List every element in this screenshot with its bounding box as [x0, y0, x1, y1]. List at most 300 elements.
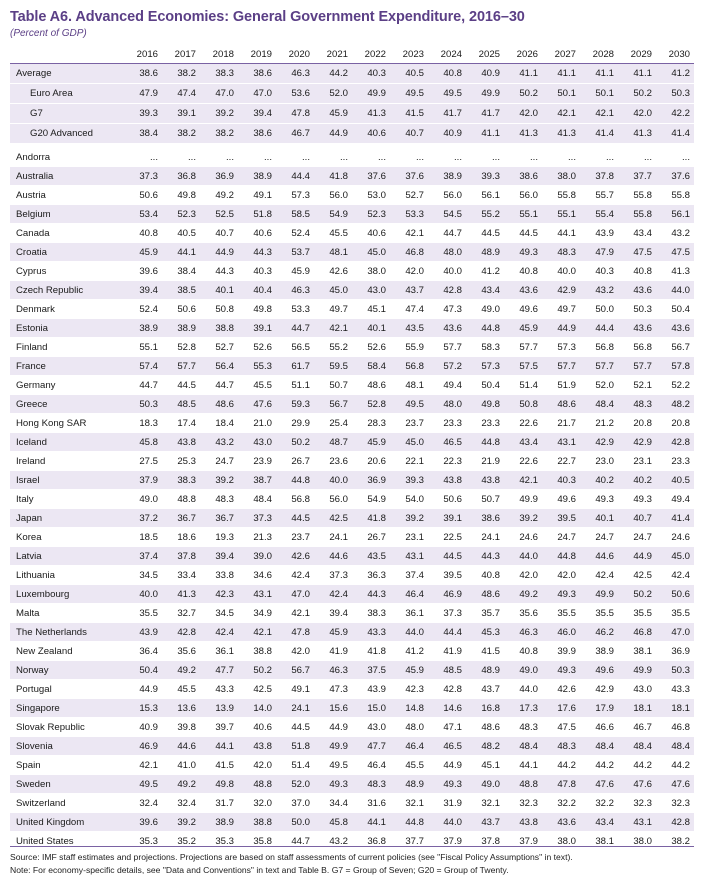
value-cell: 40.0: [428, 262, 466, 281]
value-cell: 48.4: [504, 737, 542, 756]
value-cell: 32.2: [542, 794, 580, 813]
value-cell: 38.2: [656, 832, 694, 851]
value-cell: 17.9: [580, 699, 618, 718]
value-cell: 40.8: [466, 566, 504, 585]
value-cell: 40.2: [618, 471, 656, 490]
row-label: Luxembourg: [10, 585, 124, 604]
value-cell: 46.7: [618, 718, 656, 737]
value-cell: 35.3: [200, 832, 238, 851]
value-cell: 36.1: [390, 604, 428, 623]
country-row: [10, 186, 694, 205]
value-cell: 53.3: [276, 300, 314, 319]
value-cell: 43.1: [238, 585, 276, 604]
value-cell: 42.1: [238, 623, 276, 642]
value-cell: 52.2: [656, 376, 694, 395]
value-cell: 42.3: [390, 680, 428, 699]
value-cell: 39.7: [200, 718, 238, 737]
value-cell: 40.7: [390, 124, 428, 144]
table-notes: [10, 851, 700, 877]
value-cell: 49.8: [238, 300, 276, 319]
value-cell: 49.6: [504, 300, 542, 319]
header-label-cell: [10, 46, 124, 64]
row-label: Spain: [10, 756, 124, 775]
value-cell: 38.9: [162, 319, 200, 338]
value-cell: 23.7: [390, 414, 428, 433]
value-cell: 37.7: [390, 832, 428, 851]
value-cell: 38.7: [238, 471, 276, 490]
value-cell: 50.7: [466, 490, 504, 509]
row-label: Canada: [10, 224, 124, 243]
value-cell: 35.6: [162, 642, 200, 661]
value-cell: 40.3: [580, 262, 618, 281]
value-cell: 37.0: [276, 794, 314, 813]
country-row: [10, 585, 694, 604]
row-label: Euro Area: [10, 84, 124, 104]
value-cell: 43.8: [504, 813, 542, 832]
country-row: [10, 794, 694, 813]
value-cell: 39.5: [542, 509, 580, 528]
value-cell: 38.9: [200, 813, 238, 832]
value-cell: 56.7: [314, 395, 352, 414]
row-label: Switzerland: [10, 794, 124, 813]
value-cell: 44.3: [466, 547, 504, 566]
value-cell: 52.8: [352, 395, 390, 414]
value-cell: 39.5: [428, 566, 466, 585]
value-cell: 47.3: [314, 680, 352, 699]
value-cell: 41.3: [352, 104, 390, 124]
value-cell: 50.3: [656, 661, 694, 680]
value-cell: 18.1: [656, 699, 694, 718]
value-cell: ...: [580, 148, 618, 167]
value-cell: 45.5: [162, 680, 200, 699]
value-cell: 17.4: [162, 414, 200, 433]
value-cell: 38.1: [580, 832, 618, 851]
value-cell: 43.1: [618, 813, 656, 832]
value-cell: 43.0: [352, 718, 390, 737]
value-cell: 45.0: [656, 547, 694, 566]
value-cell: 50.2: [504, 84, 542, 104]
value-cell: 41.8: [352, 642, 390, 661]
value-cell: 48.5: [428, 661, 466, 680]
row-label: Singapore: [10, 699, 124, 718]
value-cell: 32.3: [504, 794, 542, 813]
value-cell: 48.3: [200, 490, 238, 509]
value-cell: 53.7: [276, 243, 314, 262]
value-cell: 57.3: [276, 186, 314, 205]
row-label: G20 Advanced: [10, 124, 124, 144]
value-cell: 46.3: [276, 281, 314, 300]
row-label: Italy: [10, 490, 124, 509]
value-cell: 38.9: [580, 642, 618, 661]
value-cell: 39.6: [124, 813, 162, 832]
value-cell: 42.9: [580, 680, 618, 699]
value-cell: 42.8: [428, 680, 466, 699]
value-cell: 55.4: [580, 205, 618, 224]
value-cell: 46.4: [390, 585, 428, 604]
value-cell: 39.2: [200, 471, 238, 490]
value-cell: 39.2: [200, 104, 238, 124]
value-cell: 48.1: [390, 376, 428, 395]
value-cell: 56.0: [428, 186, 466, 205]
value-cell: 48.3: [352, 775, 390, 794]
value-cell: 42.2: [656, 104, 694, 124]
value-cell: 46.4: [352, 756, 390, 775]
table-header: [10, 46, 694, 64]
value-cell: 36.9: [200, 167, 238, 186]
value-cell: 44.6: [162, 737, 200, 756]
value-cell: ...: [466, 148, 504, 167]
value-cell: 42.1: [124, 756, 162, 775]
value-cell: 37.3: [238, 509, 276, 528]
value-cell: 47.9: [124, 84, 162, 104]
value-cell: 44.0: [390, 623, 428, 642]
value-cell: 55.8: [656, 186, 694, 205]
value-cell: 39.9: [542, 642, 580, 661]
value-cell: 48.8: [238, 775, 276, 794]
value-cell: 44.5: [162, 376, 200, 395]
value-cell: 41.4: [580, 124, 618, 144]
value-cell: 57.7: [428, 338, 466, 357]
value-cell: 47.4: [390, 300, 428, 319]
value-cell: 48.6: [352, 376, 390, 395]
value-cell: 56.8: [618, 338, 656, 357]
value-cell: 55.9: [390, 338, 428, 357]
value-cell: 22.1: [390, 452, 428, 471]
value-cell: 44.0: [504, 547, 542, 566]
country-row: [10, 338, 694, 357]
value-cell: ...: [656, 148, 694, 167]
value-cell: 33.4: [162, 566, 200, 585]
value-cell: 38.2: [200, 124, 238, 144]
value-cell: 46.9: [124, 737, 162, 756]
value-cell: 48.4: [618, 737, 656, 756]
value-cell: 23.3: [466, 414, 504, 433]
value-cell: 46.5: [428, 737, 466, 756]
value-cell: 42.5: [238, 680, 276, 699]
value-cell: 35.8: [238, 832, 276, 851]
value-cell: 39.1: [162, 104, 200, 124]
year-header: 2018: [200, 46, 238, 64]
value-cell: 57.7: [162, 357, 200, 376]
value-cell: 51.8: [238, 205, 276, 224]
value-cell: 50.6: [428, 490, 466, 509]
value-cell: 39.3: [124, 104, 162, 124]
value-cell: 36.9: [656, 642, 694, 661]
value-cell: 42.9: [618, 433, 656, 452]
value-cell: 18.6: [162, 528, 200, 547]
value-cell: 47.3: [428, 300, 466, 319]
country-row: [10, 528, 694, 547]
aggregate-row: [10, 84, 694, 104]
value-cell: 38.5: [162, 281, 200, 300]
year-header: 2016: [124, 46, 162, 64]
country-row: [10, 300, 694, 319]
bottom-rule: [10, 846, 694, 847]
value-cell: 50.8: [200, 300, 238, 319]
value-cell: 49.9: [466, 84, 504, 104]
value-cell: 49.8: [200, 775, 238, 794]
value-cell: 44.0: [656, 281, 694, 300]
value-cell: 38.9: [428, 167, 466, 186]
value-cell: 56.7: [276, 661, 314, 680]
value-cell: 40.4: [238, 281, 276, 300]
footnote: Note: For economy-specific details, see "Data and Conventions" in text and Table B. G7 = Group of Seven; G20 = Group of Twenty.: [10, 865, 509, 875]
value-cell: 40.3: [542, 471, 580, 490]
value-cell: 43.2: [580, 281, 618, 300]
value-cell: 42.4: [656, 566, 694, 585]
value-cell: 45.5: [238, 376, 276, 395]
value-cell: 43.6: [618, 281, 656, 300]
value-cell: 46.8: [656, 718, 694, 737]
value-cell: 43.9: [352, 680, 390, 699]
value-cell: 50.3: [618, 300, 656, 319]
value-cell: 45.0: [314, 281, 352, 300]
value-cell: 42.1: [580, 104, 618, 124]
value-cell: 42.5: [618, 566, 656, 585]
value-cell: 55.3: [238, 357, 276, 376]
value-cell: 32.3: [618, 794, 656, 813]
row-label: G7: [10, 104, 124, 124]
country-row: [10, 813, 694, 832]
value-cell: 31.9: [428, 794, 466, 813]
value-cell: 52.3: [162, 205, 200, 224]
value-cell: 40.0: [542, 262, 580, 281]
value-cell: 41.5: [466, 642, 504, 661]
value-cell: 44.9: [124, 680, 162, 699]
value-cell: 44.8: [276, 471, 314, 490]
value-cell: 36.8: [162, 167, 200, 186]
expenditure-table: [10, 46, 694, 851]
value-cell: 32.4: [162, 794, 200, 813]
value-cell: 55.7: [580, 186, 618, 205]
value-cell: 42.6: [276, 547, 314, 566]
value-cell: 42.8: [656, 813, 694, 832]
value-cell: 41.9: [428, 642, 466, 661]
value-cell: 44.4: [428, 623, 466, 642]
row-label: United States: [10, 832, 124, 851]
value-cell: 55.2: [314, 338, 352, 357]
value-cell: 43.5: [390, 319, 428, 338]
value-cell: 50.1: [542, 84, 580, 104]
value-cell: 37.3: [428, 604, 466, 623]
value-cell: 48.4: [580, 395, 618, 414]
value-cell: 40.8: [124, 224, 162, 243]
row-label: Ireland: [10, 452, 124, 471]
value-cell: 40.8: [504, 262, 542, 281]
value-cell: 38.9: [238, 167, 276, 186]
value-cell: 40.6: [352, 224, 390, 243]
value-cell: 39.3: [390, 471, 428, 490]
value-cell: 44.1: [200, 737, 238, 756]
value-cell: 40.8: [618, 262, 656, 281]
value-cell: 53.0: [352, 186, 390, 205]
value-cell: 44.8: [466, 433, 504, 452]
value-cell: 39.6: [124, 262, 162, 281]
value-cell: 41.3: [504, 124, 542, 144]
value-cell: 52.7: [200, 338, 238, 357]
value-cell: 55.2: [466, 205, 504, 224]
value-cell: 54.0: [390, 490, 428, 509]
country-row: [10, 433, 694, 452]
country-row: [10, 680, 694, 699]
value-cell: 49.2: [504, 585, 542, 604]
value-cell: 57.8: [656, 357, 694, 376]
value-cell: 52.4: [124, 300, 162, 319]
value-cell: 39.0: [238, 547, 276, 566]
value-cell: 40.1: [352, 319, 390, 338]
year-header: 2023: [390, 46, 428, 64]
value-cell: 40.9: [428, 124, 466, 144]
value-cell: 47.5: [618, 243, 656, 262]
value-cell: 48.0: [390, 718, 428, 737]
row-label: Estonia: [10, 319, 124, 338]
value-cell: 37.6: [656, 167, 694, 186]
value-cell: 56.8: [276, 490, 314, 509]
value-cell: 57.7: [542, 357, 580, 376]
value-cell: 36.8: [352, 832, 390, 851]
value-cell: 37.9: [124, 471, 162, 490]
value-cell: 42.9: [580, 433, 618, 452]
value-cell: 50.7: [314, 376, 352, 395]
value-cell: 44.7: [124, 376, 162, 395]
value-cell: 44.2: [656, 756, 694, 775]
value-cell: 38.1: [618, 642, 656, 661]
value-cell: 44.5: [276, 509, 314, 528]
value-cell: 41.8: [314, 167, 352, 186]
value-cell: 39.2: [504, 509, 542, 528]
value-cell: 22.6: [504, 452, 542, 471]
value-cell: 44.4: [276, 167, 314, 186]
value-cell: 22.3: [428, 452, 466, 471]
value-cell: 43.6: [428, 319, 466, 338]
value-cell: 49.1: [238, 186, 276, 205]
value-cell: 48.2: [466, 737, 504, 756]
value-cell: 50.3: [124, 395, 162, 414]
value-cell: 42.4: [276, 566, 314, 585]
year-header: 2030: [656, 46, 694, 64]
value-cell: 38.2: [162, 64, 200, 84]
value-cell: 58.4: [352, 357, 390, 376]
value-cell: 49.8: [162, 186, 200, 205]
value-cell: 47.7: [200, 661, 238, 680]
value-cell: 44.7: [276, 319, 314, 338]
row-label: Hong Kong SAR: [10, 414, 124, 433]
value-cell: 43.0: [618, 680, 656, 699]
value-cell: 13.6: [162, 699, 200, 718]
value-cell: 39.2: [390, 509, 428, 528]
value-cell: 40.9: [124, 718, 162, 737]
value-cell: 19.3: [200, 528, 238, 547]
value-cell: 49.2: [162, 661, 200, 680]
value-cell: 51.4: [276, 756, 314, 775]
value-cell: 54.5: [428, 205, 466, 224]
value-cell: 49.3: [580, 490, 618, 509]
year-header: 2025: [466, 46, 504, 64]
value-cell: 47.6: [656, 775, 694, 794]
value-cell: 44.2: [580, 756, 618, 775]
value-cell: ...: [276, 148, 314, 167]
value-cell: 43.9: [124, 623, 162, 642]
value-cell: 44.5: [428, 547, 466, 566]
value-cell: 42.0: [504, 104, 542, 124]
value-cell: ...: [200, 148, 238, 167]
value-cell: 43.6: [504, 281, 542, 300]
value-cell: 18.1: [618, 699, 656, 718]
value-cell: 49.4: [428, 376, 466, 395]
year-header: 2022: [352, 46, 390, 64]
value-cell: 34.6: [238, 566, 276, 585]
value-cell: 49.6: [580, 661, 618, 680]
value-cell: 43.7: [466, 813, 504, 832]
value-cell: 43.2: [656, 224, 694, 243]
value-cell: 43.4: [618, 224, 656, 243]
value-cell: 48.6: [466, 718, 504, 737]
value-cell: 44.7: [200, 376, 238, 395]
value-cell: 44.2: [618, 756, 656, 775]
value-cell: 44.8: [542, 547, 580, 566]
value-cell: 48.7: [314, 433, 352, 452]
country-row: [10, 832, 694, 851]
value-cell: 15.0: [352, 699, 390, 718]
country-row: [10, 224, 694, 243]
value-cell: 50.3: [656, 84, 694, 104]
value-cell: 49.5: [314, 756, 352, 775]
value-cell: 44.1: [162, 243, 200, 262]
row-label: Austria: [10, 186, 124, 205]
country-row: [10, 376, 694, 395]
value-cell: 52.8: [162, 338, 200, 357]
value-cell: 37.4: [124, 547, 162, 566]
value-cell: 48.3: [618, 395, 656, 414]
value-cell: 34.5: [124, 566, 162, 585]
country-row: [10, 319, 694, 338]
value-cell: 38.8: [200, 319, 238, 338]
value-cell: 47.6: [580, 775, 618, 794]
value-cell: 52.0: [314, 84, 352, 104]
value-cell: 47.0: [656, 623, 694, 642]
header-row: [10, 46, 694, 64]
value-cell: 26.7: [276, 452, 314, 471]
value-cell: 48.0: [428, 395, 466, 414]
value-cell: 43.4: [504, 433, 542, 452]
value-cell: 44.3: [352, 585, 390, 604]
value-cell: 45.1: [352, 300, 390, 319]
value-cell: 22.7: [542, 452, 580, 471]
country-row: [10, 661, 694, 680]
value-cell: 21.9: [466, 452, 504, 471]
value-cell: 43.3: [352, 623, 390, 642]
value-cell: 57.3: [466, 357, 504, 376]
value-cell: 48.3: [504, 718, 542, 737]
year-header: 2026: [504, 46, 542, 64]
value-cell: 44.1: [542, 224, 580, 243]
row-label: Belgium: [10, 205, 124, 224]
row-label: Lithuania: [10, 566, 124, 585]
value-cell: 34.5: [200, 604, 238, 623]
value-cell: 47.8: [276, 623, 314, 642]
value-cell: 20.8: [618, 414, 656, 433]
value-cell: 36.7: [200, 509, 238, 528]
value-cell: 32.1: [466, 794, 504, 813]
value-cell: 42.0: [276, 642, 314, 661]
value-cell: 48.8: [504, 775, 542, 794]
value-cell: 24.1: [466, 528, 504, 547]
value-cell: 48.4: [238, 490, 276, 509]
year-header: 2028: [580, 46, 618, 64]
country-row: [10, 262, 694, 281]
country-row: [10, 737, 694, 756]
value-cell: ...: [428, 148, 466, 167]
